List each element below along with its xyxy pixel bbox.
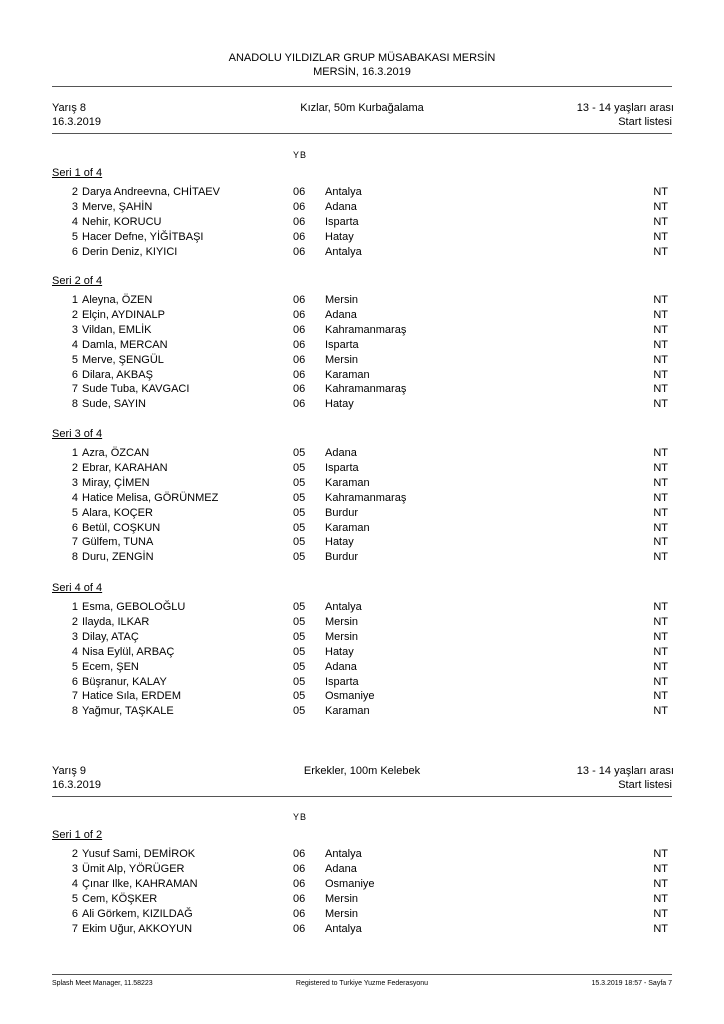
swimmer-name: Yağmur, TAŞKALE bbox=[82, 705, 174, 718]
event-name: Kızlar, 50m Kurbağalama bbox=[300, 102, 424, 114]
birth-year: 06 bbox=[293, 922, 306, 935]
yb-column-header: YB bbox=[293, 812, 308, 822]
swimmer-name: Cem, KÖŞKER bbox=[82, 892, 158, 905]
event-rule bbox=[52, 133, 672, 134]
swimmer-name: Elçin, AYDINALP bbox=[82, 308, 165, 321]
lane-number: 5 bbox=[71, 506, 78, 519]
entry-time: NT bbox=[653, 461, 668, 474]
lane-number: 8 bbox=[71, 705, 78, 718]
birth-year: 05 bbox=[293, 551, 306, 564]
table-row bbox=[52, 245, 672, 259]
table-row bbox=[52, 877, 672, 891]
heat-title: Seri 1 of 2 bbox=[52, 829, 103, 841]
swimmer-name: Ali Görkem, KIZILDAĞ bbox=[82, 907, 193, 920]
birth-year: 05 bbox=[293, 660, 306, 673]
lane-number: 1 bbox=[71, 294, 78, 306]
swimmer-name: Dilara, AKBAŞ bbox=[82, 368, 153, 381]
document-title: ANADOLU YILDIZLAR GRUP MÜSABAKASI MERSİN bbox=[228, 52, 496, 64]
club-name: Karaman bbox=[325, 476, 370, 489]
heat-title: Seri 1 of 4 bbox=[52, 167, 103, 179]
document-subtitle: MERSİN, 16.3.2019 bbox=[313, 66, 411, 78]
table-row bbox=[52, 353, 672, 367]
table-row bbox=[52, 645, 672, 659]
entry-time: NT bbox=[653, 230, 668, 243]
swimmer-name: Esma, GEBOLOĞLU bbox=[82, 601, 186, 613]
table-row bbox=[52, 907, 672, 921]
lane-number: 1 bbox=[71, 447, 78, 459]
lane-number: 3 bbox=[71, 476, 78, 489]
club-name: Adana bbox=[325, 447, 357, 459]
swimmer-name: Ilayda, ILKAR bbox=[82, 615, 150, 628]
entry-time: NT bbox=[653, 690, 668, 703]
lane-number: 4 bbox=[71, 215, 78, 228]
entry-time: NT bbox=[653, 848, 668, 860]
table-row bbox=[52, 675, 672, 689]
heat-title: Seri 3 of 4 bbox=[52, 428, 103, 440]
swimmer-name: Dilay, ATAÇ bbox=[82, 630, 139, 643]
swimmer-name: Aleyna, ÖZEN bbox=[82, 294, 153, 306]
swimmer-name: Miray, ÇİMEN bbox=[82, 476, 150, 489]
table-row bbox=[52, 630, 672, 644]
entry-time: NT bbox=[653, 705, 668, 718]
birth-year: 06 bbox=[293, 353, 306, 366]
event-age-group: 13 - 14 yaşları arası bbox=[576, 102, 674, 114]
lane-number: 2 bbox=[71, 848, 78, 860]
lane-number: 5 bbox=[71, 230, 78, 243]
footer-page-info: 15.3.2019 18:57 - Sayfa 7 bbox=[591, 980, 672, 987]
entry-time: NT bbox=[653, 521, 668, 534]
birth-year: 05 bbox=[293, 491, 306, 504]
entry-time: NT bbox=[653, 308, 668, 321]
swimmer-name: Hacer Defne, YİĞİTBAŞI bbox=[82, 230, 204, 243]
club-name: Adana bbox=[325, 862, 357, 875]
lane-number: 2 bbox=[71, 461, 78, 474]
entry-time: NT bbox=[653, 907, 668, 920]
club-name: Burdur bbox=[325, 506, 359, 519]
yb-column-header: YB bbox=[293, 150, 308, 160]
club-name: Hatay bbox=[325, 230, 354, 243]
entry-time: NT bbox=[653, 645, 668, 658]
table-row bbox=[52, 323, 672, 337]
birth-year: 06 bbox=[293, 368, 306, 381]
entry-time: NT bbox=[653, 447, 668, 459]
birth-year: 06 bbox=[293, 230, 306, 243]
birth-year: 06 bbox=[293, 245, 306, 258]
birth-year: 06 bbox=[293, 323, 306, 336]
club-name: Osmaniye bbox=[325, 690, 375, 703]
club-name: Adana bbox=[325, 660, 357, 673]
swimmer-name: Ekim Uğur, AKKOYUN bbox=[82, 922, 193, 935]
club-name: Antalya bbox=[325, 186, 362, 198]
swimmer-name: Duru, ZENGİN bbox=[82, 551, 154, 564]
table-row bbox=[52, 847, 672, 861]
entry-time: NT bbox=[653, 892, 668, 905]
lane-number: 7 bbox=[71, 690, 78, 703]
lane-number: 3 bbox=[71, 862, 78, 875]
entry-time: NT bbox=[653, 491, 668, 504]
birth-year: 06 bbox=[293, 892, 306, 905]
table-row bbox=[52, 338, 672, 352]
birth-year: 05 bbox=[293, 447, 306, 459]
club-name: Isparta bbox=[325, 215, 359, 228]
swimmer-name: Çınar Ilke, KAHRAMAN bbox=[82, 877, 198, 890]
header-rule bbox=[52, 86, 672, 87]
swimmer-name: Hatice Sıla, ERDEM bbox=[82, 690, 182, 703]
birth-year: 05 bbox=[293, 521, 306, 534]
lane-number: 3 bbox=[71, 630, 78, 643]
footer-registration: Registered to Turkiye Yuzme Federasyonu bbox=[295, 980, 429, 987]
table-row bbox=[52, 397, 672, 411]
birth-year: 06 bbox=[293, 308, 306, 321]
table-row bbox=[52, 521, 672, 535]
birth-year: 05 bbox=[293, 615, 306, 628]
event-rule bbox=[52, 796, 672, 797]
swimmer-name: Ümit Alp, YÖRÜGER bbox=[82, 862, 185, 875]
club-name: Antalya bbox=[325, 922, 362, 935]
lane-number: 5 bbox=[71, 660, 78, 673]
entry-time: NT bbox=[653, 862, 668, 875]
birth-year: 05 bbox=[293, 690, 306, 703]
event-age-group: 13 - 14 yaşları arası bbox=[576, 765, 674, 777]
footer-software: Splash Meet Manager, 11.58223 bbox=[52, 980, 153, 987]
swimmer-name: Nisa Eylül, ARBAÇ bbox=[82, 645, 175, 658]
club-name: Antalya bbox=[325, 848, 362, 860]
entry-time: NT bbox=[653, 383, 668, 396]
lane-number: 6 bbox=[71, 521, 78, 534]
club-name: Mersin bbox=[325, 892, 359, 905]
event-list-type: Start listesi bbox=[618, 779, 672, 791]
entry-time: NT bbox=[653, 338, 668, 351]
entry-time: NT bbox=[653, 398, 668, 411]
event-date: 16.3.2019 bbox=[52, 779, 101, 791]
entry-time: NT bbox=[653, 476, 668, 489]
entry-time: NT bbox=[653, 630, 668, 643]
lane-number: 6 bbox=[71, 675, 78, 688]
swimmer-name: Sude Tuba, KAVGACI bbox=[82, 383, 190, 396]
table-row bbox=[52, 446, 672, 460]
table-row bbox=[52, 862, 672, 876]
birth-year: 05 bbox=[293, 461, 306, 474]
entry-time: NT bbox=[653, 200, 668, 213]
table-row bbox=[52, 215, 672, 229]
entry-time: NT bbox=[653, 675, 668, 688]
swimmer-name: Sude, SAYIN bbox=[82, 398, 146, 411]
entry-time: NT bbox=[653, 294, 668, 306]
lane-number: 4 bbox=[71, 338, 78, 351]
birth-year: 06 bbox=[293, 338, 306, 351]
entry-time: NT bbox=[653, 615, 668, 628]
event-name: Erkekler, 100m Kelebek bbox=[303, 765, 421, 777]
club-name: Hatay bbox=[325, 536, 354, 549]
lane-number: 6 bbox=[71, 245, 78, 258]
entry-time: NT bbox=[653, 536, 668, 549]
table-row bbox=[52, 230, 672, 244]
footer-rule bbox=[52, 974, 672, 975]
entry-time: NT bbox=[653, 922, 668, 935]
club-name: Osmaniye bbox=[325, 877, 375, 890]
birth-year: 06 bbox=[293, 215, 306, 228]
lane-number: 6 bbox=[71, 907, 78, 920]
club-name: Karaman bbox=[325, 705, 370, 718]
birth-year: 06 bbox=[293, 862, 306, 875]
club-name: Kahramanmaraş bbox=[325, 491, 407, 504]
table-row bbox=[52, 600, 672, 614]
club-name: Hatay bbox=[325, 398, 354, 411]
event-list-type: Start listesi bbox=[618, 116, 672, 128]
lane-number: 3 bbox=[71, 200, 78, 213]
swimmer-name: Alara, KOÇER bbox=[82, 506, 153, 519]
table-row bbox=[52, 689, 672, 703]
event-race-number: Yarış 9 bbox=[52, 765, 87, 777]
birth-year: 06 bbox=[293, 398, 306, 411]
lane-number: 2 bbox=[71, 308, 78, 321]
birth-year: 05 bbox=[293, 506, 306, 519]
club-name: Mersin bbox=[325, 907, 359, 920]
entry-time: NT bbox=[653, 551, 668, 564]
birth-year: 05 bbox=[293, 645, 306, 658]
event-date: 16.3.2019 bbox=[52, 116, 101, 128]
lane-number: 8 bbox=[71, 398, 78, 411]
table-row bbox=[52, 461, 672, 475]
swimmer-name: Nehir, KORUCU bbox=[82, 215, 162, 228]
club-name: Burdur bbox=[325, 551, 359, 564]
lane-number: 7 bbox=[71, 536, 78, 549]
table-row bbox=[52, 368, 672, 382]
entry-time: NT bbox=[653, 660, 668, 673]
table-row bbox=[52, 185, 672, 199]
lane-number: 1 bbox=[71, 601, 78, 613]
birth-year: 06 bbox=[293, 294, 306, 306]
entry-time: NT bbox=[653, 323, 668, 336]
lane-number: 2 bbox=[71, 615, 78, 628]
lane-number: 4 bbox=[71, 877, 78, 890]
table-row bbox=[52, 200, 672, 214]
entry-time: NT bbox=[653, 877, 668, 890]
lane-number: 2 bbox=[71, 186, 78, 198]
club-name: Mersin bbox=[325, 630, 359, 643]
lane-number: 4 bbox=[71, 491, 78, 504]
swimmer-name: Hatice Melisa, GÖRÜNMEZ bbox=[82, 491, 219, 504]
lane-number: 8 bbox=[71, 551, 78, 564]
club-name: Isparta bbox=[325, 338, 359, 351]
entry-time: NT bbox=[653, 215, 668, 228]
lane-number: 3 bbox=[71, 323, 78, 336]
club-name: Adana bbox=[325, 200, 357, 213]
swimmer-name: Betül, COŞKUN bbox=[82, 521, 161, 534]
birth-year: 06 bbox=[293, 848, 306, 860]
club-name: Adana bbox=[325, 308, 357, 321]
lane-number: 4 bbox=[71, 645, 78, 658]
event-race-number: Yarış 8 bbox=[52, 102, 87, 114]
club-name: Mersin bbox=[325, 353, 359, 366]
entry-time: NT bbox=[653, 368, 668, 381]
table-row bbox=[52, 660, 672, 674]
birth-year: 05 bbox=[293, 601, 306, 613]
club-name: Karaman bbox=[325, 521, 370, 534]
swimmer-name: Azra, ÖZCAN bbox=[82, 447, 150, 459]
table-row bbox=[52, 535, 672, 549]
lane-number: 5 bbox=[71, 353, 78, 366]
entry-time: NT bbox=[653, 353, 668, 366]
table-row bbox=[52, 506, 672, 520]
table-row bbox=[52, 704, 672, 718]
swimmer-name: Gülfem, TUNA bbox=[82, 536, 154, 549]
table-row bbox=[52, 922, 672, 936]
birth-year: 05 bbox=[293, 630, 306, 643]
swimmer-name: Damla, MERCAN bbox=[82, 338, 168, 351]
entry-time: NT bbox=[653, 506, 668, 519]
heat-title: Seri 4 of 4 bbox=[52, 582, 103, 594]
swimmer-name: Büşranur, KALAY bbox=[82, 675, 167, 688]
club-name: Mersin bbox=[325, 615, 359, 628]
birth-year: 06 bbox=[293, 186, 306, 198]
club-name: Antalya bbox=[325, 601, 362, 613]
club-name: Antalya bbox=[325, 245, 362, 258]
entry-time: NT bbox=[653, 601, 668, 613]
table-row bbox=[52, 293, 672, 307]
swimmer-name: Ecem, ŞEN bbox=[82, 660, 139, 673]
swimmer-name: Merve, ŞENGÜL bbox=[82, 353, 164, 366]
table-row bbox=[52, 892, 672, 906]
lane-number: 7 bbox=[71, 922, 78, 935]
club-name: Isparta bbox=[325, 675, 359, 688]
swimmer-name: Darya Andreevna, CHİTAEV bbox=[82, 186, 220, 198]
birth-year: 05 bbox=[293, 536, 306, 549]
swimmer-name: Ebrar, KARAHAN bbox=[82, 461, 168, 474]
lane-number: 6 bbox=[71, 368, 78, 381]
club-name: Hatay bbox=[325, 645, 354, 658]
swimmer-name: Vildan, EMLİK bbox=[82, 323, 152, 336]
birth-year: 05 bbox=[293, 705, 306, 718]
birth-year: 06 bbox=[293, 907, 306, 920]
heat-title: Seri 2 of 4 bbox=[52, 275, 103, 287]
table-row bbox=[52, 308, 672, 322]
birth-year: 05 bbox=[293, 476, 306, 489]
table-row bbox=[52, 550, 672, 564]
entry-time: NT bbox=[653, 186, 668, 198]
swimmer-name: Yusuf Sami, DEMİROK bbox=[82, 848, 196, 860]
club-name: Isparta bbox=[325, 461, 359, 474]
club-name: Karaman bbox=[325, 368, 370, 381]
table-row bbox=[52, 491, 672, 505]
entry-time: NT bbox=[653, 245, 668, 258]
swimmer-name: Merve, ŞAHİN bbox=[82, 200, 153, 213]
lane-number: 5 bbox=[71, 892, 78, 905]
lane-number: 7 bbox=[71, 383, 78, 396]
club-name: Kahramanmaraş bbox=[325, 323, 407, 336]
swimmer-name: Derin Deniz, KIYICI bbox=[82, 245, 178, 258]
birth-year: 06 bbox=[293, 383, 306, 396]
club-name: Kahramanmaraş bbox=[325, 383, 407, 396]
table-row bbox=[52, 476, 672, 490]
birth-year: 05 bbox=[293, 675, 306, 688]
club-name: Mersin bbox=[325, 294, 359, 306]
table-row bbox=[52, 615, 672, 629]
birth-year: 06 bbox=[293, 877, 306, 890]
birth-year: 06 bbox=[293, 200, 306, 213]
table-row bbox=[52, 382, 672, 396]
